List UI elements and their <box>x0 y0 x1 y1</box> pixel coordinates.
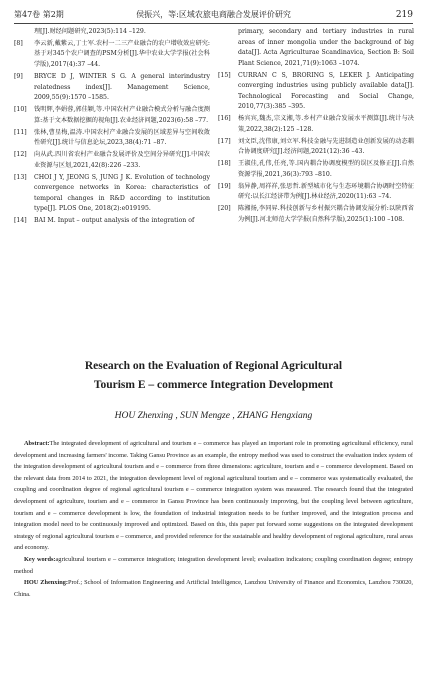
reference-item: [10] 钱明辉,李娟蓉,郭佳颖,等.中国农村产业融合模式分析与融合度测算:基于文本数据挖掘的视角[J].农业经济问题,2023(6):58 –77. <box>14 106 210 124</box>
abstract-label: Abstract: <box>24 440 50 447</box>
keywords-text: agricultural tourism e – commerce integration; integration development level; evaluation indicators; coupling coordination degree; entropy method <box>14 555 413 575</box>
english-title-line-2: Tourism E – commerce Integration Development <box>93 379 334 391</box>
reference-item: [15] CURRAN C S, BRORING S, LEKER J. Anticipating converging industries using publicly available data[J]. Technological Forecasting and Social Change, 2010,77(3):385 –395. <box>218 71 414 111</box>
english-abstract-block <box>14 438 413 600</box>
reference-item: primary, secondary and tertiary industries in rural areas of inner mongolia under the background of big data[J]. Acta Agriculturae Scandinavica, Section B: Soil Plant Science, 2021,71(9):1063 –1074. <box>238 28 414 67</box>
volume-issue: 第47卷 第2期 <box>14 10 64 19</box>
reference-item: 理[J].财经问题研究,2023(5):114 –129. <box>34 28 146 35</box>
page-number: 219 <box>395 10 413 20</box>
reference-item: [16] 杨宾宾,魏杰,宗义湘,等.乡村产业融合发展水平测算[J].统计与决策,2022,38(2):125 –128. <box>218 115 414 133</box>
english-authors: HOU Zhenxing , SUN Mengze , ZHANG Hengxiang <box>114 411 313 421</box>
keywords-paragraph <box>14 554 413 577</box>
header-rule <box>14 23 413 24</box>
reference-item: [12] 向从武.四川省农村产业融合发展评价及空间分异研究[J].中国农业资源与区划,2021,42(8):226 –233. <box>14 151 210 169</box>
author-bio-label: HOU Zhenxing: <box>24 579 68 587</box>
references-right-column <box>218 27 414 227</box>
reference-item: [18] 王淑佳,孔伟,任亮,等.国内耦合协调度模型的误区及修正[J].自然资源学报,2021,36(3):793 –810. <box>218 160 414 178</box>
reference-item: [11] 张林,曹星梅,温涛.中国农村产业融合发展的区域差异与空间收敛性研究[J].统计与信息论坛,2023,38(4):71 –87. <box>14 128 210 147</box>
page-header <box>14 8 413 22</box>
english-title <box>14 357 413 395</box>
author-bio-paragraph <box>14 577 413 600</box>
reference-item: [9] BRYCE D J, WINTER S G. A general interindustry relatedness index[J]. Management Science, 2009,55(9):1570 –1585. <box>14 72 210 102</box>
references-section <box>14 27 413 343</box>
author-bio-text: Prof.; School of Information Engineering and Artificial Intelligence, Lanzhou University of Finance and Economics, Lanzhou 730020, China. <box>14 579 414 598</box>
reference-item: [13] CHOI J Y, JEONG S, JUNG J K. Evolution of technology convergence networks in Korea: characteristics of temporal changes in R&D according to institution type[J]. PLOS One, 2018(2):e019195. <box>14 173 210 213</box>
running-title: 侯振兴，等:区域农旅电商融合发展评价研究 <box>136 10 291 19</box>
keywords-label: Key words: <box>24 555 56 563</box>
abstract-paragraph <box>14 438 413 554</box>
references-left-column <box>14 27 210 228</box>
reference-item: [8] 李云新,戴紫云,丁士军.农村一二三产业融合的农户增收效应研究:基于对345个农户调查的PSM分析[J].华中农业大学学报(社会科学版),2017(4):37 –44. <box>14 39 210 69</box>
abstract-text: The integrated development of agricultural and tourism e – commerce has played an important role in promoting agricultural efficiency, rural development and increasing farmers' income. Taking Gansu Province as an example, the entropy method was used to construct the evaluation index system of the integration development of agricultural tourism and e – commerce from three dimensions: agriculture, tourism and e – commerce development. Based on the relevant data from 2014 to 2021, the integration development level of regional agricultural tourism and e – commerce was systematically evaluated, the coupling and coordination degree of regional agricultural tourism e – commerce integration system was measured. The research found that the integrated development of agriculture, tourism and e – commerce in Gansu Province has been continuously improving, but the coupling level between agriculture, tourism and e – commerce development is low, the foundation of industrial integration needs to be further improved, and the integration process and integration model need to be continuously improved and optimized. Based on this, this paper put forward some suggestions on the integrated development strategy of regional agricultural tourism e – commerce, and provided reference for the sustainable and healthy development of regional agriculture, rural areas and economy. <box>14 440 413 552</box>
english-title-line-1: Research on the Evaluation of Regional Agricultural <box>84 360 343 372</box>
reference-item: [19] 翁异静,周祥祥,张思哲.新型城市化与生态环境耦合协调时空特征研究:以长江经济带为例[J].林业经济,2020(11):63 –74. <box>218 182 414 201</box>
reference-item: [17] 刘文臣,沈伟康,刘立军.科技金融与先进制造业创新发展的动态耦合协调度研究[J].经济问题,2021(12):36 –43. <box>218 137 414 156</box>
reference-item: [20] 陈湘扬,李同昇.科技创新与乡村振兴耦合协调发展分析:以陕西省为例[J].河北师范大学学报(自然科学版),2025(1):100 –108. <box>218 205 414 223</box>
reference-item: [14] BAI M. Input – output analysis of the integration of <box>14 217 195 225</box>
